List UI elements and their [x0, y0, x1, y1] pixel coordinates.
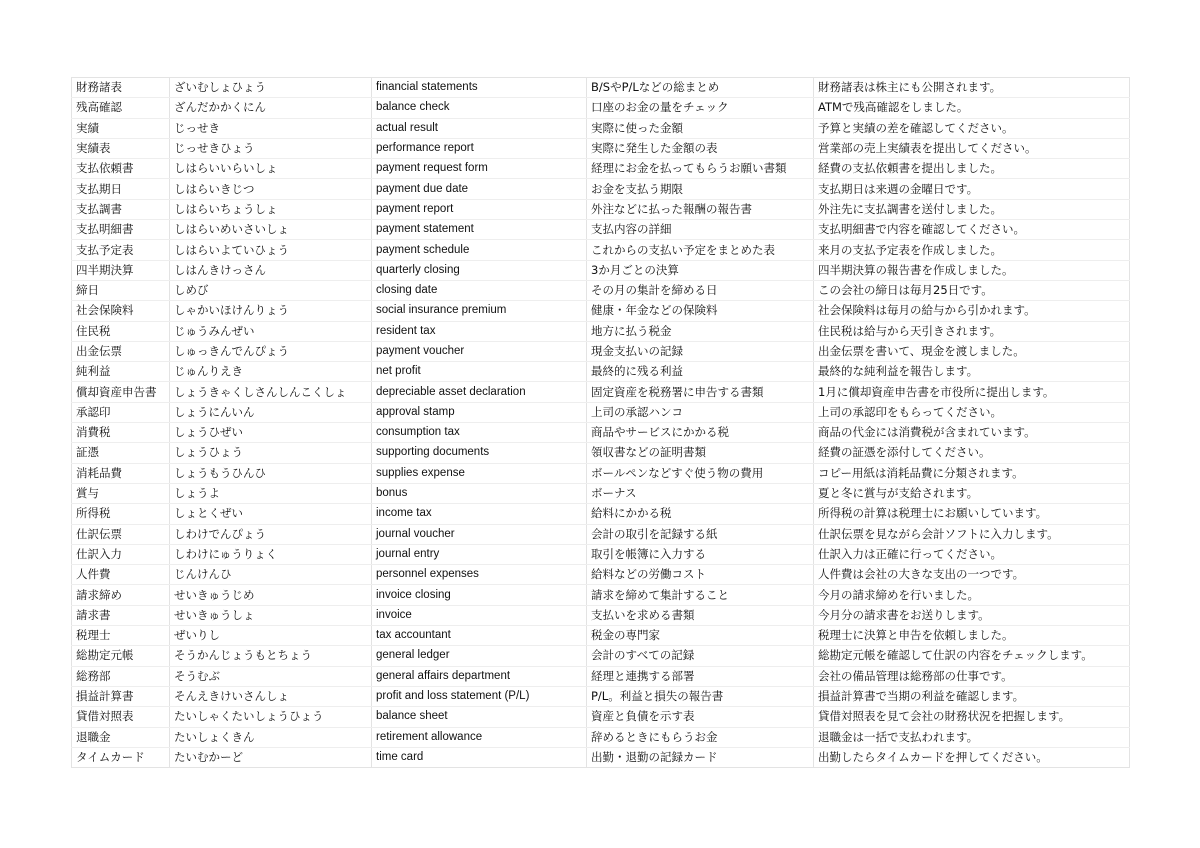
- term-cell: 四半期決算: [72, 260, 170, 280]
- term-cell: 賞与: [72, 483, 170, 503]
- meaning-cell: B/SやP/Lなどの総まとめ: [587, 78, 814, 98]
- table-row: [72, 727, 1130, 747]
- table-row: [72, 463, 1130, 483]
- term-cell: 貸借対照表: [72, 707, 170, 727]
- table-row: [72, 402, 1130, 422]
- term-cell: 償却資産申告書: [72, 382, 170, 402]
- english-cell: payment report: [372, 199, 587, 219]
- table-row: [72, 605, 1130, 625]
- reading-cell: ざんだかかくにん: [170, 98, 372, 118]
- example-cell: 総勘定元帳を確認して仕訳の内容をチェックします。: [814, 646, 1130, 666]
- meaning-cell: 口座のお金の量をチェック: [587, 98, 814, 118]
- reading-cell: しゃかいほけんりょう: [170, 301, 372, 321]
- reading-cell: しょうにんいん: [170, 402, 372, 422]
- example-cell: 退職金は一括で支払われます。: [814, 727, 1130, 747]
- reading-cell: しめび: [170, 280, 372, 300]
- example-cell: ATMで残高確認をしました。: [814, 98, 1130, 118]
- meaning-cell: 経理と連携する部署: [587, 666, 814, 686]
- table-row: [72, 260, 1130, 280]
- meaning-cell: ボールペンなどすぐ使う物の費用: [587, 463, 814, 483]
- reading-cell: たいむかーど: [170, 747, 372, 767]
- example-cell: 支払期日は来週の金曜日です。: [814, 179, 1130, 199]
- table-row: [72, 382, 1130, 402]
- english-cell: payment request form: [372, 159, 587, 179]
- term-cell: 仕訳入力: [72, 544, 170, 564]
- english-cell: general ledger: [372, 646, 587, 666]
- reading-cell: しわけでんぴょう: [170, 524, 372, 544]
- table-row: [72, 321, 1130, 341]
- glossary-body: [72, 78, 1130, 768]
- term-cell: 出金伝票: [72, 341, 170, 361]
- reading-cell: じゅんりえき: [170, 362, 372, 382]
- reading-cell: しょうひょう: [170, 443, 372, 463]
- table-row: [72, 199, 1130, 219]
- reading-cell: ぜいりし: [170, 626, 372, 646]
- reading-cell: しはらいきじつ: [170, 179, 372, 199]
- meaning-cell: 地方に払う税金: [587, 321, 814, 341]
- meaning-cell: 税金の専門家: [587, 626, 814, 646]
- example-cell: 商品の代金には消費税が含まれています。: [814, 423, 1130, 443]
- table-row: [72, 483, 1130, 503]
- english-cell: quarterly closing: [372, 260, 587, 280]
- meaning-cell: 支払内容の詳細: [587, 220, 814, 240]
- example-cell: 支払明細書で内容を確認してください。: [814, 220, 1130, 240]
- reading-cell: しょうきゃくしさんしんこくしょ: [170, 382, 372, 402]
- reading-cell: しはんきけっさん: [170, 260, 372, 280]
- example-cell: 所得税の計算は税理士にお願いしています。: [814, 504, 1130, 524]
- reading-cell: そうかんじょうもとちょう: [170, 646, 372, 666]
- term-cell: 損益計算書: [72, 686, 170, 706]
- example-cell: 今月分の請求書をお送りします。: [814, 605, 1130, 625]
- example-cell: 外注先に支払調書を送付しました。: [814, 199, 1130, 219]
- meaning-cell: 固定資産を税務署に申告する書類: [587, 382, 814, 402]
- english-cell: journal entry: [372, 544, 587, 564]
- meaning-cell: 会計の取引を記録する紙: [587, 524, 814, 544]
- reading-cell: そうむぶ: [170, 666, 372, 686]
- meaning-cell: 経理にお金を払ってもらうお願い書類: [587, 159, 814, 179]
- term-cell: 支払依頼書: [72, 159, 170, 179]
- reading-cell: しょとくぜい: [170, 504, 372, 524]
- table-row: [72, 98, 1130, 118]
- english-cell: resident tax: [372, 321, 587, 341]
- table-row: [72, 504, 1130, 524]
- table-row: [72, 362, 1130, 382]
- table-row: [72, 686, 1130, 706]
- table-row: [72, 565, 1130, 585]
- example-cell: 財務諸表は株主にも公開されます。: [814, 78, 1130, 98]
- reading-cell: せいきゅうじめ: [170, 585, 372, 605]
- english-cell: invoice: [372, 605, 587, 625]
- term-cell: 社会保険料: [72, 301, 170, 321]
- example-cell: 来月の支払予定表を作成しました。: [814, 240, 1130, 260]
- term-cell: 支払調書: [72, 199, 170, 219]
- term-cell: 財務諸表: [72, 78, 170, 98]
- reading-cell: じっせき: [170, 118, 372, 138]
- term-cell: 支払期日: [72, 179, 170, 199]
- english-cell: retirement allowance: [372, 727, 587, 747]
- table-row: [72, 118, 1130, 138]
- table-row: [72, 179, 1130, 199]
- table-row: [72, 341, 1130, 361]
- english-cell: tax accountant: [372, 626, 587, 646]
- reading-cell: そんえきけいさんしょ: [170, 686, 372, 706]
- example-cell: 1月に償却資産申告書を市役所に提出します。: [814, 382, 1130, 402]
- term-cell: 退職金: [72, 727, 170, 747]
- english-cell: general affairs department: [372, 666, 587, 686]
- reading-cell: しょうもうひんひ: [170, 463, 372, 483]
- table-row: [72, 666, 1130, 686]
- english-cell: approval stamp: [372, 402, 587, 422]
- english-cell: closing date: [372, 280, 587, 300]
- term-cell: 支払予定表: [72, 240, 170, 260]
- english-cell: bonus: [372, 483, 587, 503]
- meaning-cell: 給料にかかる税: [587, 504, 814, 524]
- reading-cell: しはらいいらいしょ: [170, 159, 372, 179]
- term-cell: 仕訳伝票: [72, 524, 170, 544]
- meaning-cell: 辞めるときにもらうお金: [587, 727, 814, 747]
- example-cell: 仕訳入力は正確に行ってください。: [814, 544, 1130, 564]
- term-cell: 支払明細書: [72, 220, 170, 240]
- term-cell: 消費税: [72, 423, 170, 443]
- term-cell: 住民税: [72, 321, 170, 341]
- example-cell: この会社の締日は毎月25日です。: [814, 280, 1130, 300]
- meaning-cell: 給料などの労働コスト: [587, 565, 814, 585]
- meaning-cell: 資産と負債を示す表: [587, 707, 814, 727]
- table-row: [72, 626, 1130, 646]
- english-cell: net profit: [372, 362, 587, 382]
- meaning-cell: 3か月ごとの決算: [587, 260, 814, 280]
- meaning-cell: 出勤・退勤の記録カード: [587, 747, 814, 767]
- reading-cell: たいしょくきん: [170, 727, 372, 747]
- english-cell: depreciable asset declaration: [372, 382, 587, 402]
- reading-cell: しはらいよていひょう: [170, 240, 372, 260]
- meaning-cell: ボーナス: [587, 483, 814, 503]
- table-row: [72, 544, 1130, 564]
- english-cell: supplies expense: [372, 463, 587, 483]
- reading-cell: しょうひぜい: [170, 423, 372, 443]
- example-cell: 夏と冬に賞与が支給されます。: [814, 483, 1130, 503]
- term-cell: タイムカード: [72, 747, 170, 767]
- table-row: [72, 585, 1130, 605]
- term-cell: 総勘定元帳: [72, 646, 170, 666]
- meaning-cell: 取引を帳簿に入力する: [587, 544, 814, 564]
- example-cell: 今月の請求締めを行いました。: [814, 585, 1130, 605]
- meaning-cell: 商品やサービスにかかる税: [587, 423, 814, 443]
- meaning-cell: 支払いを求める書類: [587, 605, 814, 625]
- term-cell: 税理士: [72, 626, 170, 646]
- english-cell: consumption tax: [372, 423, 587, 443]
- table-row: [72, 646, 1130, 666]
- table-row: [72, 159, 1130, 179]
- meaning-cell: 上司の承認ハンコ: [587, 402, 814, 422]
- reading-cell: じっせきひょう: [170, 138, 372, 158]
- meaning-cell: その月の集計を締める日: [587, 280, 814, 300]
- reading-cell: たいしゃくたいしょうひょう: [170, 707, 372, 727]
- example-cell: 貸借対照表を見て会社の財務状況を把握します。: [814, 707, 1130, 727]
- meaning-cell: 請求を締めて集計すること: [587, 585, 814, 605]
- example-cell: 社会保険料は毎月の給与から引かれます。: [814, 301, 1130, 321]
- term-cell: 消耗品費: [72, 463, 170, 483]
- example-cell: 営業部の売上実績表を提出してください。: [814, 138, 1130, 158]
- term-cell: 実績表: [72, 138, 170, 158]
- example-cell: コピー用紙は消耗品費に分類されます。: [814, 463, 1130, 483]
- meaning-cell: お金を支払う期限: [587, 179, 814, 199]
- example-cell: 会社の備品管理は総務部の仕事です。: [814, 666, 1130, 686]
- example-cell: 税理士に決算と申告を依頼しました。: [814, 626, 1130, 646]
- reading-cell: しゅっきんでんぴょう: [170, 341, 372, 361]
- reading-cell: しはらいめいさいしょ: [170, 220, 372, 240]
- example-cell: 上司の承認印をもらってください。: [814, 402, 1130, 422]
- english-cell: balance check: [372, 98, 587, 118]
- table-row: [72, 423, 1130, 443]
- example-cell: 人件費は会社の大きな支出の一つです。: [814, 565, 1130, 585]
- reading-cell: じんけんひ: [170, 565, 372, 585]
- english-cell: performance report: [372, 138, 587, 158]
- table-row: [72, 138, 1130, 158]
- term-cell: 残高確認: [72, 98, 170, 118]
- example-cell: 住民税は給与から天引きされます。: [814, 321, 1130, 341]
- meaning-cell: 実際に使った金額: [587, 118, 814, 138]
- term-cell: 総務部: [72, 666, 170, 686]
- english-cell: time card: [372, 747, 587, 767]
- table-row: [72, 240, 1130, 260]
- meaning-cell: 領収書などの証明書類: [587, 443, 814, 463]
- example-cell: 四半期決算の報告書を作成しました。: [814, 260, 1130, 280]
- english-cell: payment due date: [372, 179, 587, 199]
- english-cell: profit and loss statement (P/L): [372, 686, 587, 706]
- glossary-sheet: [71, 77, 1129, 768]
- meaning-cell: P/L。利益と損失の報告書: [587, 686, 814, 706]
- term-cell: 人件費: [72, 565, 170, 585]
- english-cell: supporting documents: [372, 443, 587, 463]
- term-cell: 締日: [72, 280, 170, 300]
- english-cell: personnel expenses: [372, 565, 587, 585]
- reading-cell: ざいむしょひょう: [170, 78, 372, 98]
- example-cell: 出金伝票を書いて、現金を渡しました。: [814, 341, 1130, 361]
- english-cell: payment voucher: [372, 341, 587, 361]
- table-row: [72, 78, 1130, 98]
- table-row: [72, 280, 1130, 300]
- table-row: [72, 747, 1130, 767]
- english-cell: income tax: [372, 504, 587, 524]
- meaning-cell: 実際に発生した金額の表: [587, 138, 814, 158]
- term-cell: 実績: [72, 118, 170, 138]
- meaning-cell: これからの支払い予定をまとめた表: [587, 240, 814, 260]
- reading-cell: しはらいちょうしょ: [170, 199, 372, 219]
- meaning-cell: 外注などに払った報酬の報告書: [587, 199, 814, 219]
- english-cell: financial statements: [372, 78, 587, 98]
- meaning-cell: 現金支払いの記録: [587, 341, 814, 361]
- reading-cell: しょうよ: [170, 483, 372, 503]
- term-cell: 請求書: [72, 605, 170, 625]
- meaning-cell: 健康・年金などの保険料: [587, 301, 814, 321]
- table-row: [72, 220, 1130, 240]
- example-cell: 経費の証憑を添付してください。: [814, 443, 1130, 463]
- term-cell: 純利益: [72, 362, 170, 382]
- reading-cell: じゅうみんぜい: [170, 321, 372, 341]
- meaning-cell: 最終的に残る利益: [587, 362, 814, 382]
- term-cell: 請求締め: [72, 585, 170, 605]
- term-cell: 所得税: [72, 504, 170, 524]
- english-cell: payment statement: [372, 220, 587, 240]
- english-cell: journal voucher: [372, 524, 587, 544]
- example-cell: 仕訳伝票を見ながら会計ソフトに入力します。: [814, 524, 1130, 544]
- table-row: [72, 443, 1130, 463]
- table-row: [72, 301, 1130, 321]
- example-cell: 経費の支払依頼書を提出しました。: [814, 159, 1130, 179]
- example-cell: 最終的な純利益を報告します。: [814, 362, 1130, 382]
- glossary-table: [71, 77, 1130, 768]
- english-cell: payment schedule: [372, 240, 587, 260]
- reading-cell: しわけにゅうりょく: [170, 544, 372, 564]
- reading-cell: せいきゅうしょ: [170, 605, 372, 625]
- example-cell: 出勤したらタイムカードを押してください。: [814, 747, 1130, 767]
- example-cell: 損益計算書で当期の利益を確認します。: [814, 686, 1130, 706]
- table-row: [72, 707, 1130, 727]
- example-cell: 予算と実績の差を確認してください。: [814, 118, 1130, 138]
- term-cell: 証憑: [72, 443, 170, 463]
- meaning-cell: 会計のすべての記録: [587, 646, 814, 666]
- english-cell: invoice closing: [372, 585, 587, 605]
- english-cell: balance sheet: [372, 707, 587, 727]
- term-cell: 承認印: [72, 402, 170, 422]
- english-cell: actual result: [372, 118, 587, 138]
- english-cell: social insurance premium: [372, 301, 587, 321]
- table-row: [72, 524, 1130, 544]
